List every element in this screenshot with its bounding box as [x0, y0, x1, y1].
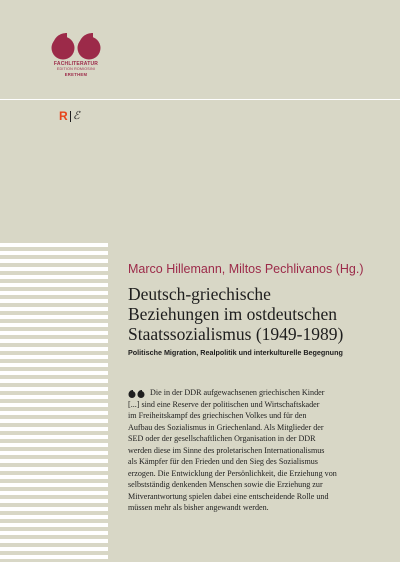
quote-line: selbstständig denkenden Menschen sowie die Erziehung zur	[128, 480, 323, 489]
quote-line: Mitverantwortung spielen dabei eine entscheidende Rolle und	[128, 491, 329, 501]
back-quote	[128, 387, 400, 514]
quote-line: als Kämpfer für den Frieden und den Sieg des Sozialismus	[128, 457, 318, 466]
publisher-e-mark: ℰ	[73, 109, 80, 122]
publisher-separator	[70, 111, 71, 122]
quote-line: werden diese im Sinne des proletarischen Internationalismus	[128, 445, 325, 455]
logo-line-erethem: ERETHEM	[64, 72, 88, 77]
quote-line: Aufbau des Sozialismus in Griechenland. Als Mitglieder der	[128, 422, 324, 432]
logo-line-edition: EDITION ROMIOSINI	[56, 67, 96, 71]
header-divider	[0, 99, 400, 100]
title-line: Beziehungen im ostdeutschen	[128, 304, 337, 324]
quote-line: im Freiheitskampf des griechischen Volkes und für den	[128, 411, 307, 420]
publisher-r-mark: R	[59, 109, 68, 123]
quote-line: [...] sind eine Reserve der politischen und Wirtschaftskader	[128, 399, 320, 409]
logo-line-fachliteratur: FACHLITERATUR	[53, 61, 99, 67]
book-editors: Marco Hillemann, Miltos Pechlivanos (Hg.)	[128, 262, 364, 276]
title-line: Deutsch-griechische	[128, 284, 271, 304]
decorative-stripes	[0, 243, 108, 561]
double-quote-icon	[51, 33, 101, 61]
quote-line: Die in der DDR aufgewachsenen griechischen Kinder	[150, 388, 325, 397]
quote-line: erzogen. Die Entwicklung der Persönlichkeit, die Erziehung von	[128, 468, 337, 478]
quote-line: SED oder der gesellschaftlichen Organisation in der DDR	[128, 434, 316, 443]
title-line: Staatssozialismus (1949-1989)	[128, 324, 344, 344]
book-subtitle: Politische Migration, Realpolitik und interkulturelle Begegnung	[128, 348, 343, 357]
publisher-logo	[48, 33, 108, 77]
book-title	[128, 284, 396, 344]
quote-line: müssen mehr als bisher angewandt werden.	[128, 503, 269, 512]
